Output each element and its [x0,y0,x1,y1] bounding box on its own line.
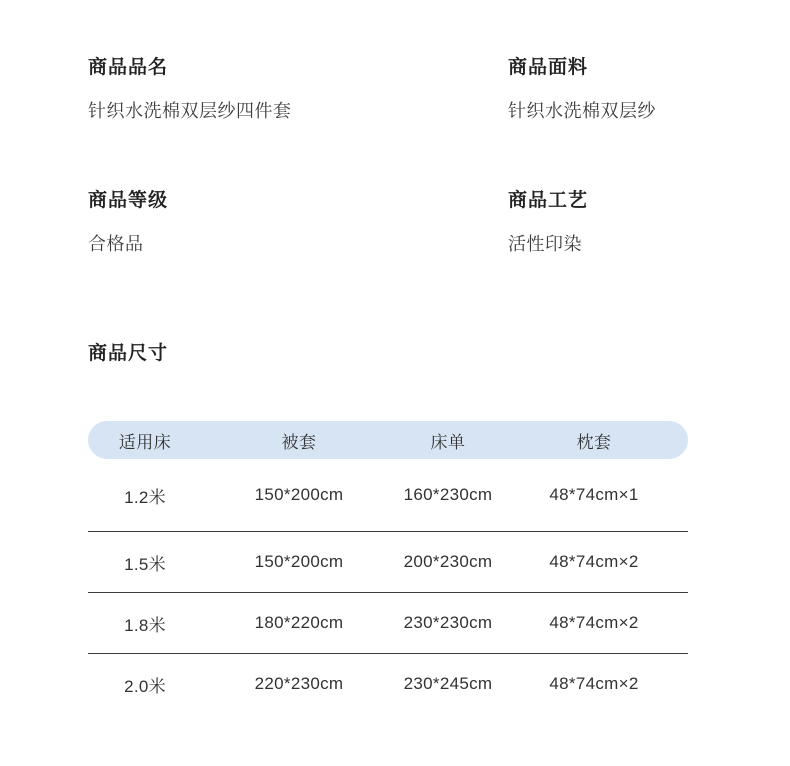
table-cell: 48*74cm×2 [549,674,639,693]
table-cell: 230*230cm [403,613,493,632]
field-label: 商品品名 [88,57,169,78]
table-cell: 48*74cm×2 [549,552,639,571]
table-cell: 1.2米 [124,487,166,507]
table-cell: 200*230cm [403,552,493,571]
field-value: 活性印染 [508,234,582,254]
header-cell-bed-sheet: 床单 [430,432,466,452]
field-craft [508,185,790,256]
table-cell: 1.8米 [124,615,166,635]
field-value: 合格品 [88,234,144,254]
field-fabric [508,52,790,123]
table-cell: 1.5米 [124,554,166,574]
size-section-title: 商品尺寸 [88,343,169,364]
table-cell: 160*230cm [403,485,493,504]
table-cell: 48*74cm×1 [549,485,639,504]
table-cell: 150*200cm [254,485,344,504]
size-table-header [88,421,688,459]
table-row [88,532,688,593]
field-label: 商品面料 [508,57,589,78]
header-cell-bed: 适用床 [118,432,172,452]
field-grade [88,185,508,256]
product-info-grid [0,0,790,256]
table-cell: 150*200cm [254,552,344,571]
table-cell: 220*230cm [254,674,344,693]
table-cell: 2.0米 [124,676,166,696]
table-row [88,459,688,532]
table-cell: 230*245cm [403,674,493,693]
table-row [88,654,688,714]
field-label: 商品等级 [88,190,169,211]
field-product-name [88,52,508,123]
field-label: 商品工艺 [508,190,589,211]
table-cell: 180*220cm [254,613,344,632]
table-row [88,593,688,654]
table-cell: 48*74cm×2 [549,613,639,632]
field-value: 针织水洗棉双层纱四件套 [88,101,292,121]
field-value: 针织水洗棉双层纱 [508,101,656,121]
header-cell-pillowcase: 枕套 [576,432,612,452]
header-cell-duvet-cover: 被套 [281,432,317,452]
size-table [88,421,688,714]
